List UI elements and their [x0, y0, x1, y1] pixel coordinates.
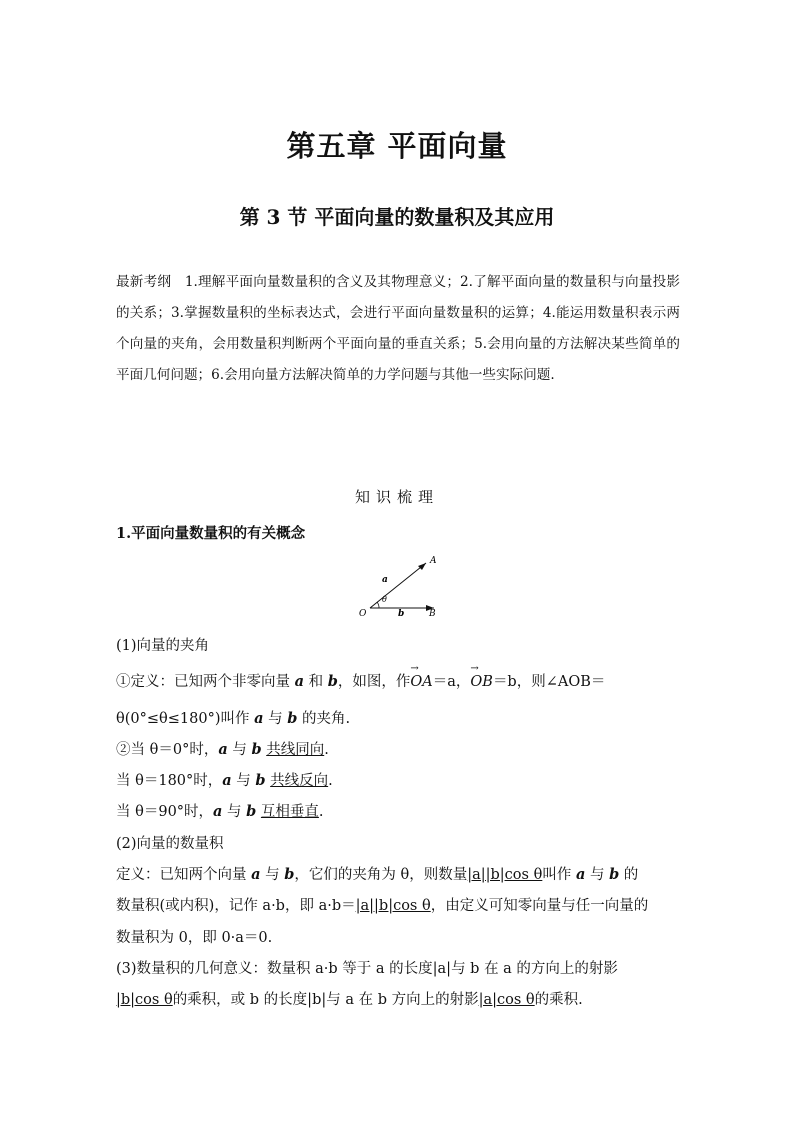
case-text: 当 θ＝90°时， [116, 804, 214, 820]
case-text: 与 [222, 804, 247, 820]
def-text: ①定义：已知两个非零向量 [116, 674, 295, 690]
def-text: ＝a， [432, 674, 471, 690]
definition-line-2 [116, 707, 350, 728]
case-text: . [328, 773, 333, 789]
vector-a: a [213, 803, 223, 820]
vector-a: a [294, 673, 305, 690]
label-a: a [382, 575, 388, 585]
geometric-meaning-line-1: (3)数量积的几何意义：数量积 a·b 等于 a 的长度|a|与 b 在 a 的方向上的射影 [116, 961, 618, 977]
case-line [116, 738, 329, 759]
label-O: O [359, 609, 367, 619]
def-text: 定义：已知两个向量 [116, 867, 252, 883]
def-text: 的 [619, 867, 639, 883]
vector-b: b [284, 866, 295, 883]
def-text: 叫作 [542, 867, 576, 883]
knowledge-heading: 知识梳理 [354, 488, 439, 506]
syllabus-text: 1.理解平面向量数量积的含义及其物理意义；2.了解平面向量的数量积与向量投影的关系；3.掌握数量积的坐标表达式，会进行平面向量数量积的运算；4.能运用数量积表示两个向量的夹角，会用数量积判断两个平面向量的垂直关系；5.会用向量的方法解决某些简单的平面几何问题；6.会用向量方法解决简单的力学问题与其他一些实际问题. [116, 274, 681, 383]
subsection-heading: 1.平面向量数量积的有关概念 [116, 525, 306, 542]
vector-b: b [251, 741, 262, 758]
label-theta: θ [382, 595, 387, 604]
answer-blank: |b|cos θ [116, 992, 173, 1008]
def-text: 的乘积，或 b 的长度|b|与 a 在 b 方向上的射影 [172, 992, 479, 1008]
case-text: 与 [231, 773, 256, 789]
case-text: 当 θ＝180°时， [116, 773, 223, 789]
def-text: ，它们的夹角为 θ，则数量 [294, 867, 468, 883]
angle-heading: (1)向量的夹角 [116, 638, 210, 654]
vector-a: a [575, 866, 586, 883]
vector-a: a [218, 741, 228, 758]
dot-definition-line-2 [116, 894, 648, 915]
case-text: . [318, 804, 324, 820]
vector-OA: → OA [410, 674, 432, 690]
syllabus-paragraph [116, 267, 680, 391]
dot-definition-line-1 [116, 863, 638, 884]
syllabus-label: 最新考纲 [116, 274, 172, 290]
def-text: 数量积(或内积)，记作 a·b，即 a·b＝ [116, 898, 356, 914]
geometric-meaning-line-2 [116, 988, 583, 1009]
case-text: . [324, 742, 329, 758]
answer-blank: 互相垂直 [260, 804, 319, 820]
answer-blank: |a|cos θ [478, 992, 535, 1008]
def-text: 的夹角. [297, 711, 351, 727]
case-line [116, 800, 324, 821]
angle-arc [377, 602, 379, 608]
def-text: θ(0°≤θ≤180°)叫作 [116, 711, 255, 727]
vector-b: b [287, 710, 298, 727]
vector-a: a [251, 866, 261, 883]
dot-definition-line-3: 数量积为 0，即 0·a＝0. [116, 930, 273, 946]
answer-blank: |a||b|cos θ [355, 898, 431, 914]
def-text: ，如图，作 [337, 674, 411, 690]
dot-product-heading: (2)向量的数量积 [116, 836, 224, 852]
def-text: 与 [585, 867, 610, 883]
case-line [116, 769, 333, 790]
label-B: B [429, 609, 436, 619]
section-title: 第 3 节 平面向量的数量积及其应用 [239, 205, 555, 229]
vector-a: a [222, 772, 232, 789]
vector-b: b [246, 803, 257, 820]
def-text: ＝b，则∠AOB＝ [492, 674, 606, 690]
vector-a-line [370, 563, 426, 608]
vector-b: b [255, 772, 266, 789]
answer-blank: |a||b|cos θ [467, 867, 543, 883]
answer-blank: 共线同向 [266, 742, 325, 758]
vector-OB: → OB [470, 674, 493, 690]
def-text: 与 [263, 711, 288, 727]
label-A: A [430, 556, 437, 566]
answer-blank: 共线反向 [270, 773, 329, 789]
vector-b: b [609, 866, 620, 883]
chapter-title: 第五章 平面向量 [286, 129, 508, 163]
definition-line-1 [116, 670, 605, 691]
def-text: 和 [304, 674, 328, 690]
def-text: ，由定义可知零向量与任一向量的 [430, 898, 649, 914]
angle-figure [350, 550, 450, 620]
vector-b: b [327, 673, 338, 690]
case-text: ②当 θ＝0°时， [116, 742, 219, 758]
def-text: 与 [260, 867, 285, 883]
def-text: 的乘积. [534, 992, 583, 1008]
case-text: 与 [227, 742, 252, 758]
vector-a: a [254, 710, 264, 727]
label-b: b [398, 609, 405, 619]
